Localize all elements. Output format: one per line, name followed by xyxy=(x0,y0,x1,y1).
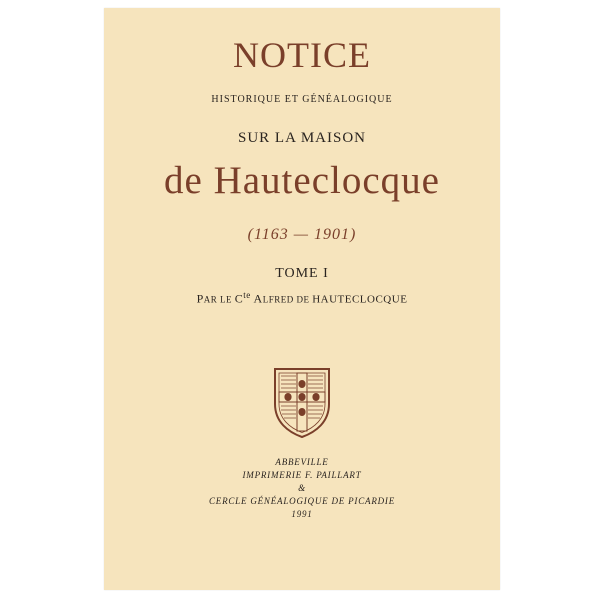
coat-of-arms-icon xyxy=(272,366,332,440)
author-par-rest: AR LE xyxy=(203,294,235,305)
cover-subtitle: HISTORIQUE ET GÉNÉALOGIQUE xyxy=(211,94,393,105)
author-count-initial: C xyxy=(234,291,244,306)
imprint-printer: IMPRIMERIE F. PAILLART xyxy=(242,470,362,480)
imprint-year: 1991 xyxy=(291,509,313,519)
author-count-superscript: te xyxy=(243,290,251,300)
date-range: (1163 — 1901) xyxy=(247,226,357,243)
imprint-city: ABBEVILLE xyxy=(275,457,329,467)
imprint-society: CERCLE GÉNÉALOGIQUE DE PICARDIE xyxy=(208,496,396,506)
family-name: de Hauteclocque xyxy=(164,159,440,202)
volume-label: TOME I xyxy=(275,266,329,281)
book-cover xyxy=(104,8,500,590)
author-line xyxy=(104,290,500,307)
house-line: SUR LA MAISON xyxy=(237,130,367,146)
imprint-ampersand: & xyxy=(298,483,306,493)
author-first-initial: A xyxy=(253,291,263,306)
author-par-initial: P xyxy=(196,291,204,306)
cover-title: NOTICE xyxy=(233,35,371,75)
author-first-rest: LFRED DE xyxy=(262,294,313,305)
author-surname: HAUTECLOCQUE xyxy=(312,293,408,306)
